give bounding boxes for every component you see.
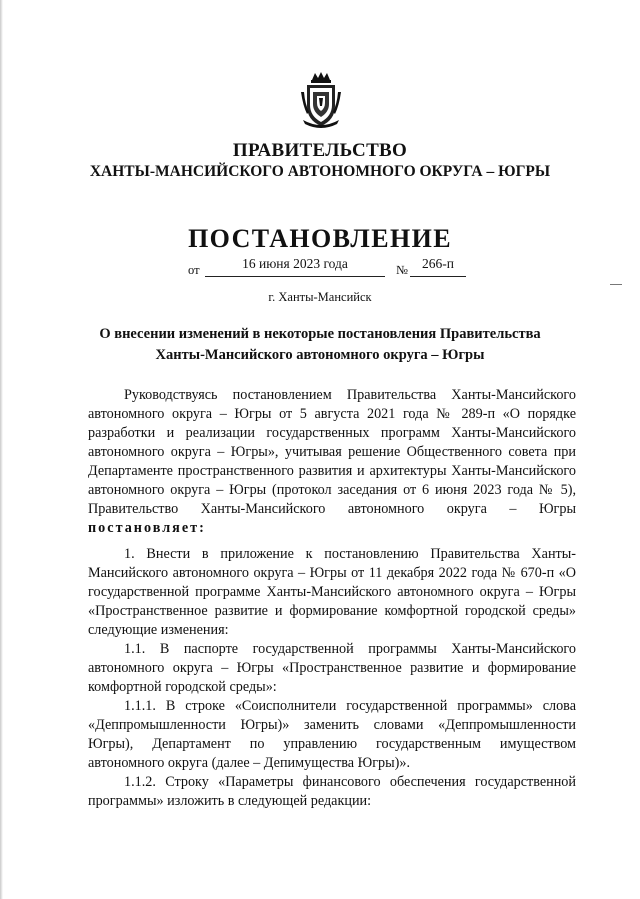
date-label: от [188, 263, 200, 277]
scan-edge [0, 0, 3, 899]
date-number-line [188, 254, 468, 280]
item-paragraph: 1.1.1. В строке «Соисполнители государственной программы» слова «Деппромышленности Югры)» заменить словами «Деппромышленности Югры), Департамент по управлению государственным имуществом автономного округа (далее – Депимущества Югры)». [88, 698, 576, 771]
document-title [0, 324, 640, 366]
preamble-paragraph [88, 386, 576, 538]
organization-name: ПРАВИТЕЛЬСТВО [232, 140, 408, 161]
preamble-block [88, 386, 576, 538]
item-paragraph: 1. Внести в приложение к постановлению Правительства Ханты-Мансийского автономного округа – Югры от 11 декабря 2022 года № 670-п «О государственной программе Ханты-Мансийского автономного округа – Югры «Пространственное развитие и формирование комфортной городской среды» следующие изменения: [88, 546, 576, 638]
margin-mark [610, 284, 622, 285]
title-line: О внесении изменений в некоторые постановления Правительства [99, 326, 541, 342]
document-date: 16 июня 2023 года [205, 254, 385, 277]
number-label: № [396, 263, 408, 277]
resolution-keyword: постановляет: [88, 520, 206, 536]
document-number: 266-п [410, 254, 466, 277]
item-paragraph: 1.1. В паспорте государственной программы Ханты-Мансийского автономного округа – Югры «Пространственное развитие и формирование комфортной городской среды»: [88, 641, 576, 695]
issue-city: г. Ханты-Мансийск [268, 290, 372, 304]
coat-of-arms-emblem [299, 70, 343, 130]
items-block [88, 545, 576, 811]
preamble-text: Руководствуясь постановлением Правительства Ханты-Мансийского автономного округа – Югры от 5 августа 2021 года № 289-п «О порядке разработки и реализации государственных программ Ханты-Мансийского автономного округа – Югры», учитывая решение Общественного совета при Департаменте пространственного развития и архитектуры Ханты-Мансийского автономного округа – Югры (протокол заседания от 6 июня 2023 года № 5), Правительство Ханты-Мансийского автономного округа – Югры [88, 387, 576, 517]
title-line: Ханты-Мансийского автономного округа – Югры [155, 347, 485, 363]
organization-region: ХАНТЫ-МАНСИЙСКОГО АВТОНОМНОГО ОКРУГА – ЮГРЫ [89, 163, 551, 180]
document-type: ПОСТАНОВЛЕНИЕ [188, 224, 452, 253]
item-paragraph: 1.1.2. Строку «Параметры финансового обеспечения государственной программы» изложить в следующей редакции: [88, 774, 576, 809]
